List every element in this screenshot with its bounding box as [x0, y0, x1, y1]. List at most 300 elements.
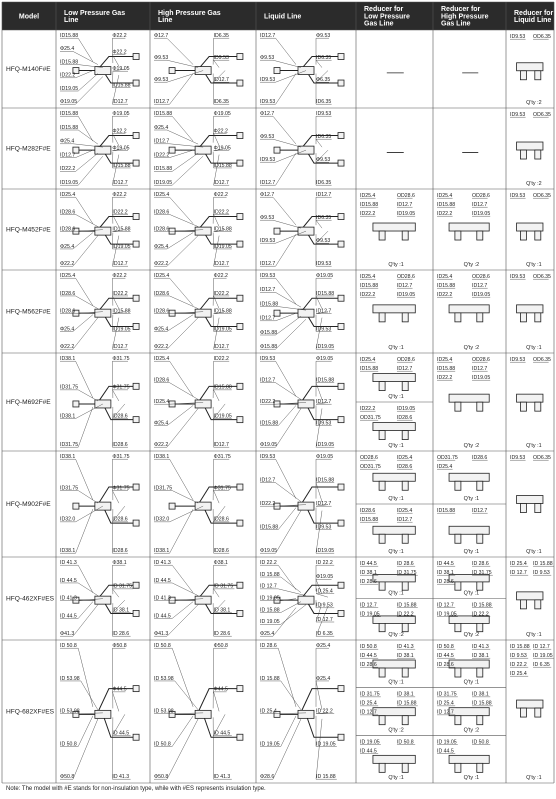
reducer-high-cell [437, 193, 490, 268]
reducer-body [517, 142, 543, 150]
leader-line [278, 565, 296, 589]
reducer-stub [402, 763, 408, 772]
dimension-label: ID15.88 [316, 377, 335, 384]
dimension-label: ID12.7 [112, 344, 128, 350]
reducer-stub [379, 763, 385, 772]
quantity-label: Q'ty :1 [526, 549, 542, 555]
dimension-label: ID12.7 [112, 180, 128, 186]
joint-body [298, 502, 314, 510]
reducer-stub [535, 402, 541, 411]
joint-outlet-b [338, 160, 344, 166]
reducer-dimension: ID28.6 [396, 464, 413, 470]
joint-outlet-b [133, 610, 139, 616]
dimension-label: ID 53.98 [154, 708, 174, 715]
dimension-label: Φ41.3 [154, 631, 169, 637]
reducer-dimension: ID 22.2 [510, 662, 527, 668]
dimension-label: Φ25.4 [60, 243, 75, 250]
leader-line [316, 511, 322, 554]
dimension-label: ID25.4 [154, 192, 170, 198]
joint-outlet-b [338, 80, 344, 86]
leader-line [73, 318, 98, 350]
reducer-dimension: ID12.7 [396, 517, 413, 523]
joint-outlet-a [133, 133, 139, 139]
leader-line [167, 233, 193, 249]
joint-outlet-b [133, 80, 139, 86]
leader-line [112, 491, 118, 504]
reducer-dimension: ID25.4 [360, 193, 376, 199]
high-pressure-gas-cell [154, 273, 243, 350]
joint-outlet-a [338, 295, 344, 301]
liquid-line-cell [260, 192, 344, 267]
dimension-label: ID19.05 [154, 180, 173, 186]
dimension-label: ID 22.2 [316, 560, 333, 566]
model-name: HFQ-M692F#E [6, 399, 51, 406]
quantity-label: Q'ty :1 [388, 775, 404, 781]
leader-line [273, 116, 296, 144]
reducer-stub [402, 534, 408, 543]
dimension-label: ID28.6 [154, 377, 170, 384]
dimension-label: ID38.1 [154, 548, 170, 554]
dimension-label: ID 50.8 [154, 643, 171, 649]
dimension-label: ID 19.05 [260, 619, 280, 626]
dimension-label: Φ44.5 [112, 686, 127, 693]
dimension-label: ID19.05 [316, 548, 335, 554]
dimension-label: Φ50.8 [154, 774, 169, 780]
leader-line [214, 589, 220, 597]
low-pressure-gas-cell [60, 111, 139, 186]
leader-line [276, 278, 296, 304]
dimension-label: ID15.88 [154, 111, 173, 117]
dimension-label: Φ9.53 [260, 215, 275, 221]
leader-line [78, 65, 103, 68]
leader-line [76, 459, 93, 500]
dimension-label: Φ50.8 [60, 774, 75, 780]
joint-outlet-b [133, 734, 139, 740]
leader-line [167, 719, 198, 779]
reducer-dimension: ID 9.53 [510, 653, 527, 659]
dimension-label: ID15.88 [316, 290, 335, 297]
leader-line [278, 307, 306, 311]
reducer-dimension: OD28.6 [472, 274, 490, 280]
joint-body [195, 400, 211, 408]
dimension-label: Φ19.05 [316, 454, 334, 460]
leader-line [170, 278, 194, 305]
reducer-dimension: ID19.05 [396, 211, 416, 217]
reducer-stub [477, 716, 483, 725]
quantity-label: Q'ty :1 [388, 590, 404, 597]
reducer-dimension: ID12.7 [396, 283, 413, 289]
joint-outlet-a [133, 214, 139, 220]
dimension-label: ID15.88 [260, 524, 279, 531]
reducer-dimension: ID 25.4 [360, 700, 377, 707]
dimension-label: Φ38.1 [213, 560, 228, 566]
leader-line [278, 508, 296, 530]
high-pressure-gas-cell [154, 454, 243, 554]
liquid-line-cell [260, 356, 344, 448]
column-header: Reducer for High Pressure Gas Line [441, 6, 489, 28]
quantity-label: Q'ty :2 [526, 181, 542, 187]
reducer-dimension: OD28.6 [472, 357, 490, 363]
reducer-stub [402, 382, 408, 391]
dimension-label: ID28.6 [213, 548, 229, 554]
joint-outlet-b [237, 520, 243, 526]
reducer-body [517, 394, 543, 402]
reducer-dimension: ID15.88 [437, 366, 456, 372]
dimension-label: ID12.7 [260, 33, 276, 39]
dimension-label: ID28.6 [112, 442, 128, 448]
dimension-label: ID15.88 [112, 226, 131, 233]
reducer-dimension: ID12.7 [396, 366, 413, 372]
joint-outlet-b [237, 417, 243, 423]
leader-line [112, 692, 118, 711]
quantity-label: Q'ty :2 [463, 443, 480, 449]
dimension-label: Φ19.05 [112, 145, 130, 152]
leader-line [281, 605, 306, 625]
dimension-label: ID12.7 [213, 344, 229, 350]
dimension-label: ID15.88 [112, 82, 131, 89]
dimension-label: ID19.05 [112, 243, 131, 250]
reducer-body [517, 592, 543, 600]
joint-outlet-a [237, 686, 243, 692]
dimension-label: ID31.75 [60, 485, 79, 492]
low-pressure-gas-cell [60, 643, 139, 780]
leader-line [167, 130, 198, 144]
dimension-label: Φ9.53 [154, 77, 169, 83]
low-pressure-gas-cell [60, 560, 139, 637]
reducer-stub [520, 402, 526, 411]
dimension-label: ID15.88 [112, 162, 131, 169]
dimension-label: Φ22.2 [112, 33, 127, 39]
dimension-label: ID 15.88 [260, 571, 280, 578]
leader-line [281, 716, 296, 747]
reducer-dimension: ID25.4 [437, 193, 453, 199]
joint-body [298, 596, 314, 604]
column-header: Liquid Line [264, 13, 302, 21]
quantity-label: Q'ty :1 [526, 262, 542, 268]
dimension-label: ID6.35 [213, 33, 229, 39]
joint-body [95, 67, 111, 75]
reducer-dimension: ID 28.6 [396, 561, 414, 567]
reducer-dimension: ID25.4 [360, 274, 376, 280]
reducer-high-cell [433, 455, 506, 555]
reducer-stub [379, 431, 385, 440]
leader-line [170, 361, 194, 396]
leader-line [73, 605, 98, 637]
reducer-dimension: ID 28.6 [437, 662, 454, 668]
reducer-dimension: ID15.88 [360, 202, 379, 208]
reducer-stub [535, 504, 541, 513]
dimension-label: ID15.88 [154, 166, 173, 173]
leader-line [76, 506, 103, 522]
reducer-body [449, 660, 489, 668]
reducer-stub [477, 231, 483, 240]
dimension-label: ID 15.88 [260, 675, 280, 682]
dimension-label: ID 44.5 [213, 730, 231, 737]
dimension-label: Φ19.05 [316, 356, 334, 362]
joint-outlet-b [338, 241, 344, 247]
model-name: HFQ-M452F#E [6, 226, 51, 234]
reducer-stub [520, 313, 526, 322]
leader-line [167, 38, 193, 64]
dimension-label: Φ19.05 [112, 111, 130, 117]
dimension-label: Φ19.05 [316, 273, 334, 279]
joint-outlet-a [133, 54, 139, 60]
reducer-dimension: ID 15.88 [472, 602, 492, 609]
reducer-dimension: ID 22.2 [396, 611, 414, 618]
reducer-liquid-cell [510, 193, 551, 268]
dimension-label: ID 41.3 [154, 560, 171, 566]
reducer-liquid-cell [510, 455, 551, 555]
dimension-label: ID 28.6 [112, 631, 130, 637]
dimension-label: ID12.7 [213, 180, 229, 186]
dimension-label: ID19.05 [213, 243, 232, 250]
reducer-dimension: ID 44.5 [437, 748, 454, 755]
quantity-label: Q'ty :1 [463, 496, 480, 502]
dimension-label: ID28.6 [213, 516, 229, 523]
reducer-dimension: ID 44.5 [360, 561, 377, 567]
reducer-dimension: ID 19.05 [533, 653, 553, 659]
quantity-label: Q'ty :1 [526, 443, 542, 449]
dimension-label: ID22.2 [213, 209, 229, 216]
dimension-label: ID19.05 [60, 180, 79, 186]
leader-line [167, 236, 198, 267]
reducer-stub [520, 600, 526, 609]
leader-line [172, 491, 198, 504]
dimension-label: ID31.75 [60, 384, 79, 391]
dimension-label: Φ28.6 [260, 774, 275, 780]
dimension-label: ID6.35 [316, 215, 332, 221]
leader-line [78, 491, 98, 504]
reducer-body [373, 305, 415, 313]
reducer-dimension: ID 44.5 [360, 653, 377, 659]
leader-line [172, 153, 198, 171]
joint-body [298, 309, 314, 317]
reducer-stub [535, 231, 541, 240]
leader-line [78, 565, 93, 592]
reducer-stub [455, 623, 461, 631]
reducer-dimension: ID 12.7 [360, 709, 377, 716]
dimension-label: ID 19.05 [260, 741, 280, 748]
dimension-label: Φ25.4 [60, 46, 75, 53]
dimension-label: ID 50.8 [60, 741, 77, 748]
dimension-label: ID28.6 [154, 308, 170, 315]
dimension-label: Φ22.2 [60, 344, 75, 350]
dimension-label: ID 41.3 [60, 595, 77, 602]
dimension-label: ID19.05 [316, 344, 335, 350]
reducer-dimension: ID15.88 [437, 283, 456, 289]
dimension-label: Φ31.75 [112, 384, 130, 391]
table-row [6, 192, 551, 268]
leader-line [278, 405, 296, 425]
reducer-dimension: ID15.88 [437, 202, 456, 208]
reducer-stub [379, 313, 385, 322]
joint-inlet [73, 401, 79, 407]
leader-line [276, 383, 301, 400]
joint-outlet-a [237, 484, 243, 490]
leader-line [76, 361, 93, 398]
leader-line [278, 648, 296, 707]
leader-line [73, 144, 103, 147]
dimension-label: ID15.88 [112, 308, 131, 315]
dimension-label: Φ19.05 [316, 574, 334, 581]
reducer-stub [455, 313, 461, 322]
reducer-dimension: ID 15.88 [396, 700, 417, 707]
leader-line [167, 605, 198, 637]
dimension-label: ID9.53 [316, 524, 332, 531]
reducer-stub [379, 534, 385, 543]
dimension-label: ID12.7 [316, 501, 332, 507]
joint-outlet-a [338, 383, 344, 389]
quantity-label: Q'ty :1 [388, 549, 404, 555]
joint-outlet-a [133, 484, 139, 490]
dimension-label: ID22.2 [213, 356, 229, 362]
reducer-stub [455, 582, 461, 590]
leader-line [172, 648, 193, 707]
reducer-stub [455, 534, 461, 543]
reducer-dimension: OD28.6 [396, 193, 415, 199]
dimension-label: Φ25.4 [316, 643, 331, 649]
dimension-label: ID38.1 [154, 454, 170, 460]
dimension-label: ID6.35 [316, 55, 332, 61]
low-pressure-gas-cell [60, 356, 139, 448]
dimension-label: ID 53.98 [60, 675, 80, 682]
joint-body [195, 227, 211, 235]
reducer-dimension: ID19.05 [396, 406, 416, 412]
dimension-label: ID25.4 [154, 399, 170, 405]
joint-outlet-b [133, 241, 139, 247]
dimension-label: ID12.7 [60, 152, 76, 159]
joint-outlet-b [237, 160, 243, 166]
reducer-dimension: ID15.88 [360, 283, 379, 289]
joint-outlet-b [237, 241, 243, 247]
model-name: HFQ-M562F#E [6, 308, 51, 316]
dimension-label: Φ50.8 [213, 643, 228, 649]
quantity-label: Q'ty :2 [526, 100, 542, 106]
reducer-stub [520, 231, 526, 240]
reducer-stub [535, 150, 541, 159]
leader-line [78, 156, 103, 185]
dimension-label: Φ9.53 [316, 238, 331, 244]
leader-line [175, 681, 198, 710]
joint-body [298, 710, 314, 718]
reducer-dimension: OD6.35 [533, 274, 551, 280]
dimension-label: ID22.2 [112, 209, 128, 216]
dimension-label: ID9.53 [260, 454, 276, 460]
reducer-dimension: ID 38.1 [396, 653, 414, 659]
dimension-label: ID19.05 [316, 442, 335, 448]
leader-line [78, 602, 93, 619]
leader-line [276, 459, 296, 498]
reducer-stub [379, 231, 385, 240]
dimension-label: Φ19.05 [260, 548, 278, 554]
quantity-label: Q'ty :2 [463, 345, 480, 351]
joint-inlet [169, 310, 175, 316]
reducer-dimension: ID22.2 [437, 292, 453, 298]
dimension-label: ID 25.4 [260, 708, 277, 715]
reducer-dimension: ID 19.05 [437, 611, 457, 618]
high-pressure-gas-cell [154, 111, 243, 186]
reducer-dimension: ID22.2 [360, 211, 376, 217]
dimension-label: Φ31.75 [112, 485, 130, 492]
leader-line [76, 296, 98, 309]
column-header: Model [18, 13, 40, 21]
reducer-liquid-cell [510, 112, 551, 187]
joint-outlet-a [237, 54, 243, 60]
reducer-body [373, 755, 415, 763]
dimension-label: Φ25.4 [316, 675, 331, 682]
dimension-label: ID9.53 [316, 326, 332, 333]
reducer-stub [402, 582, 408, 590]
reducer-body [373, 660, 415, 668]
reducer-stub [402, 431, 408, 440]
table-row [6, 643, 554, 781]
leader-line [76, 509, 93, 553]
dimension-label: ID32.0 [154, 516, 170, 523]
dimension-label: ID 44.5 [60, 613, 77, 620]
dimension-label: ID28.6 [112, 548, 128, 554]
leader-line [214, 60, 220, 67]
reducer-stub [379, 623, 385, 631]
dimension-label: Φ19.05 [112, 66, 130, 72]
joint-inlet [169, 147, 175, 153]
reducer-dimension: ID25.4 [437, 274, 453, 280]
reducer-stub [379, 481, 385, 490]
low-pressure-gas-cell [60, 33, 139, 105]
joint-outlet-b [237, 734, 243, 740]
reducer-dimension: ID12.7 [472, 508, 488, 514]
reducer-dimension: ID28.6 [360, 508, 376, 514]
quantity-label: Q'ty :1 [388, 496, 404, 502]
dimension-label: ID12.7 [316, 399, 332, 405]
dimension-label: ID15.88 [260, 301, 279, 308]
reducer-stub [520, 150, 526, 159]
joint-inlet [274, 68, 280, 74]
dimension-label: ID 41.3 [213, 774, 231, 780]
dimension-label: Φ15.88 [260, 344, 278, 350]
dimension-label: Φ22.2 [112, 128, 127, 135]
reducer-stub [477, 763, 483, 772]
quantity-label: Q'ty :1 [526, 775, 542, 781]
reducer-stub [520, 708, 526, 717]
reducer-dimension: ID 31.75 [437, 691, 457, 698]
joint-outlet-b [338, 520, 344, 526]
column-header: Reducer for Liquid Line [514, 9, 554, 24]
reducer-low-cell [356, 561, 433, 638]
quantity-label: Q'ty :1 [463, 590, 480, 597]
reducer-dimension: ID 12.7 [437, 709, 454, 716]
dimension-label: ID 28.6 [260, 643, 277, 649]
reducer-stub [379, 582, 385, 590]
dimension-label: Φ12.7 [260, 111, 275, 117]
joint-outlet-b [133, 417, 139, 423]
joint-outlet-a [133, 582, 139, 588]
dimension-label: ID15.88 [60, 59, 79, 66]
dimension-label: ID12.7 [213, 77, 229, 83]
reducer-dimension: ID9.53 [510, 357, 526, 363]
leader-line [76, 278, 93, 305]
dimension-label: ID 50.8 [154, 741, 171, 748]
dimension-label: ID 44.5 [154, 577, 171, 584]
liquid-line-cell [260, 273, 344, 350]
reducer-dimension: ID 31.75 [360, 691, 380, 698]
joint-outlet-b [133, 520, 139, 526]
joint-outlet-a [338, 582, 344, 588]
dimension-label: ID12.7 [213, 442, 229, 448]
table-row [6, 33, 551, 106]
reducer-liquid-cell [510, 644, 554, 781]
reducer-body [449, 394, 489, 402]
dimension-label: Φ15.88 [260, 329, 278, 336]
